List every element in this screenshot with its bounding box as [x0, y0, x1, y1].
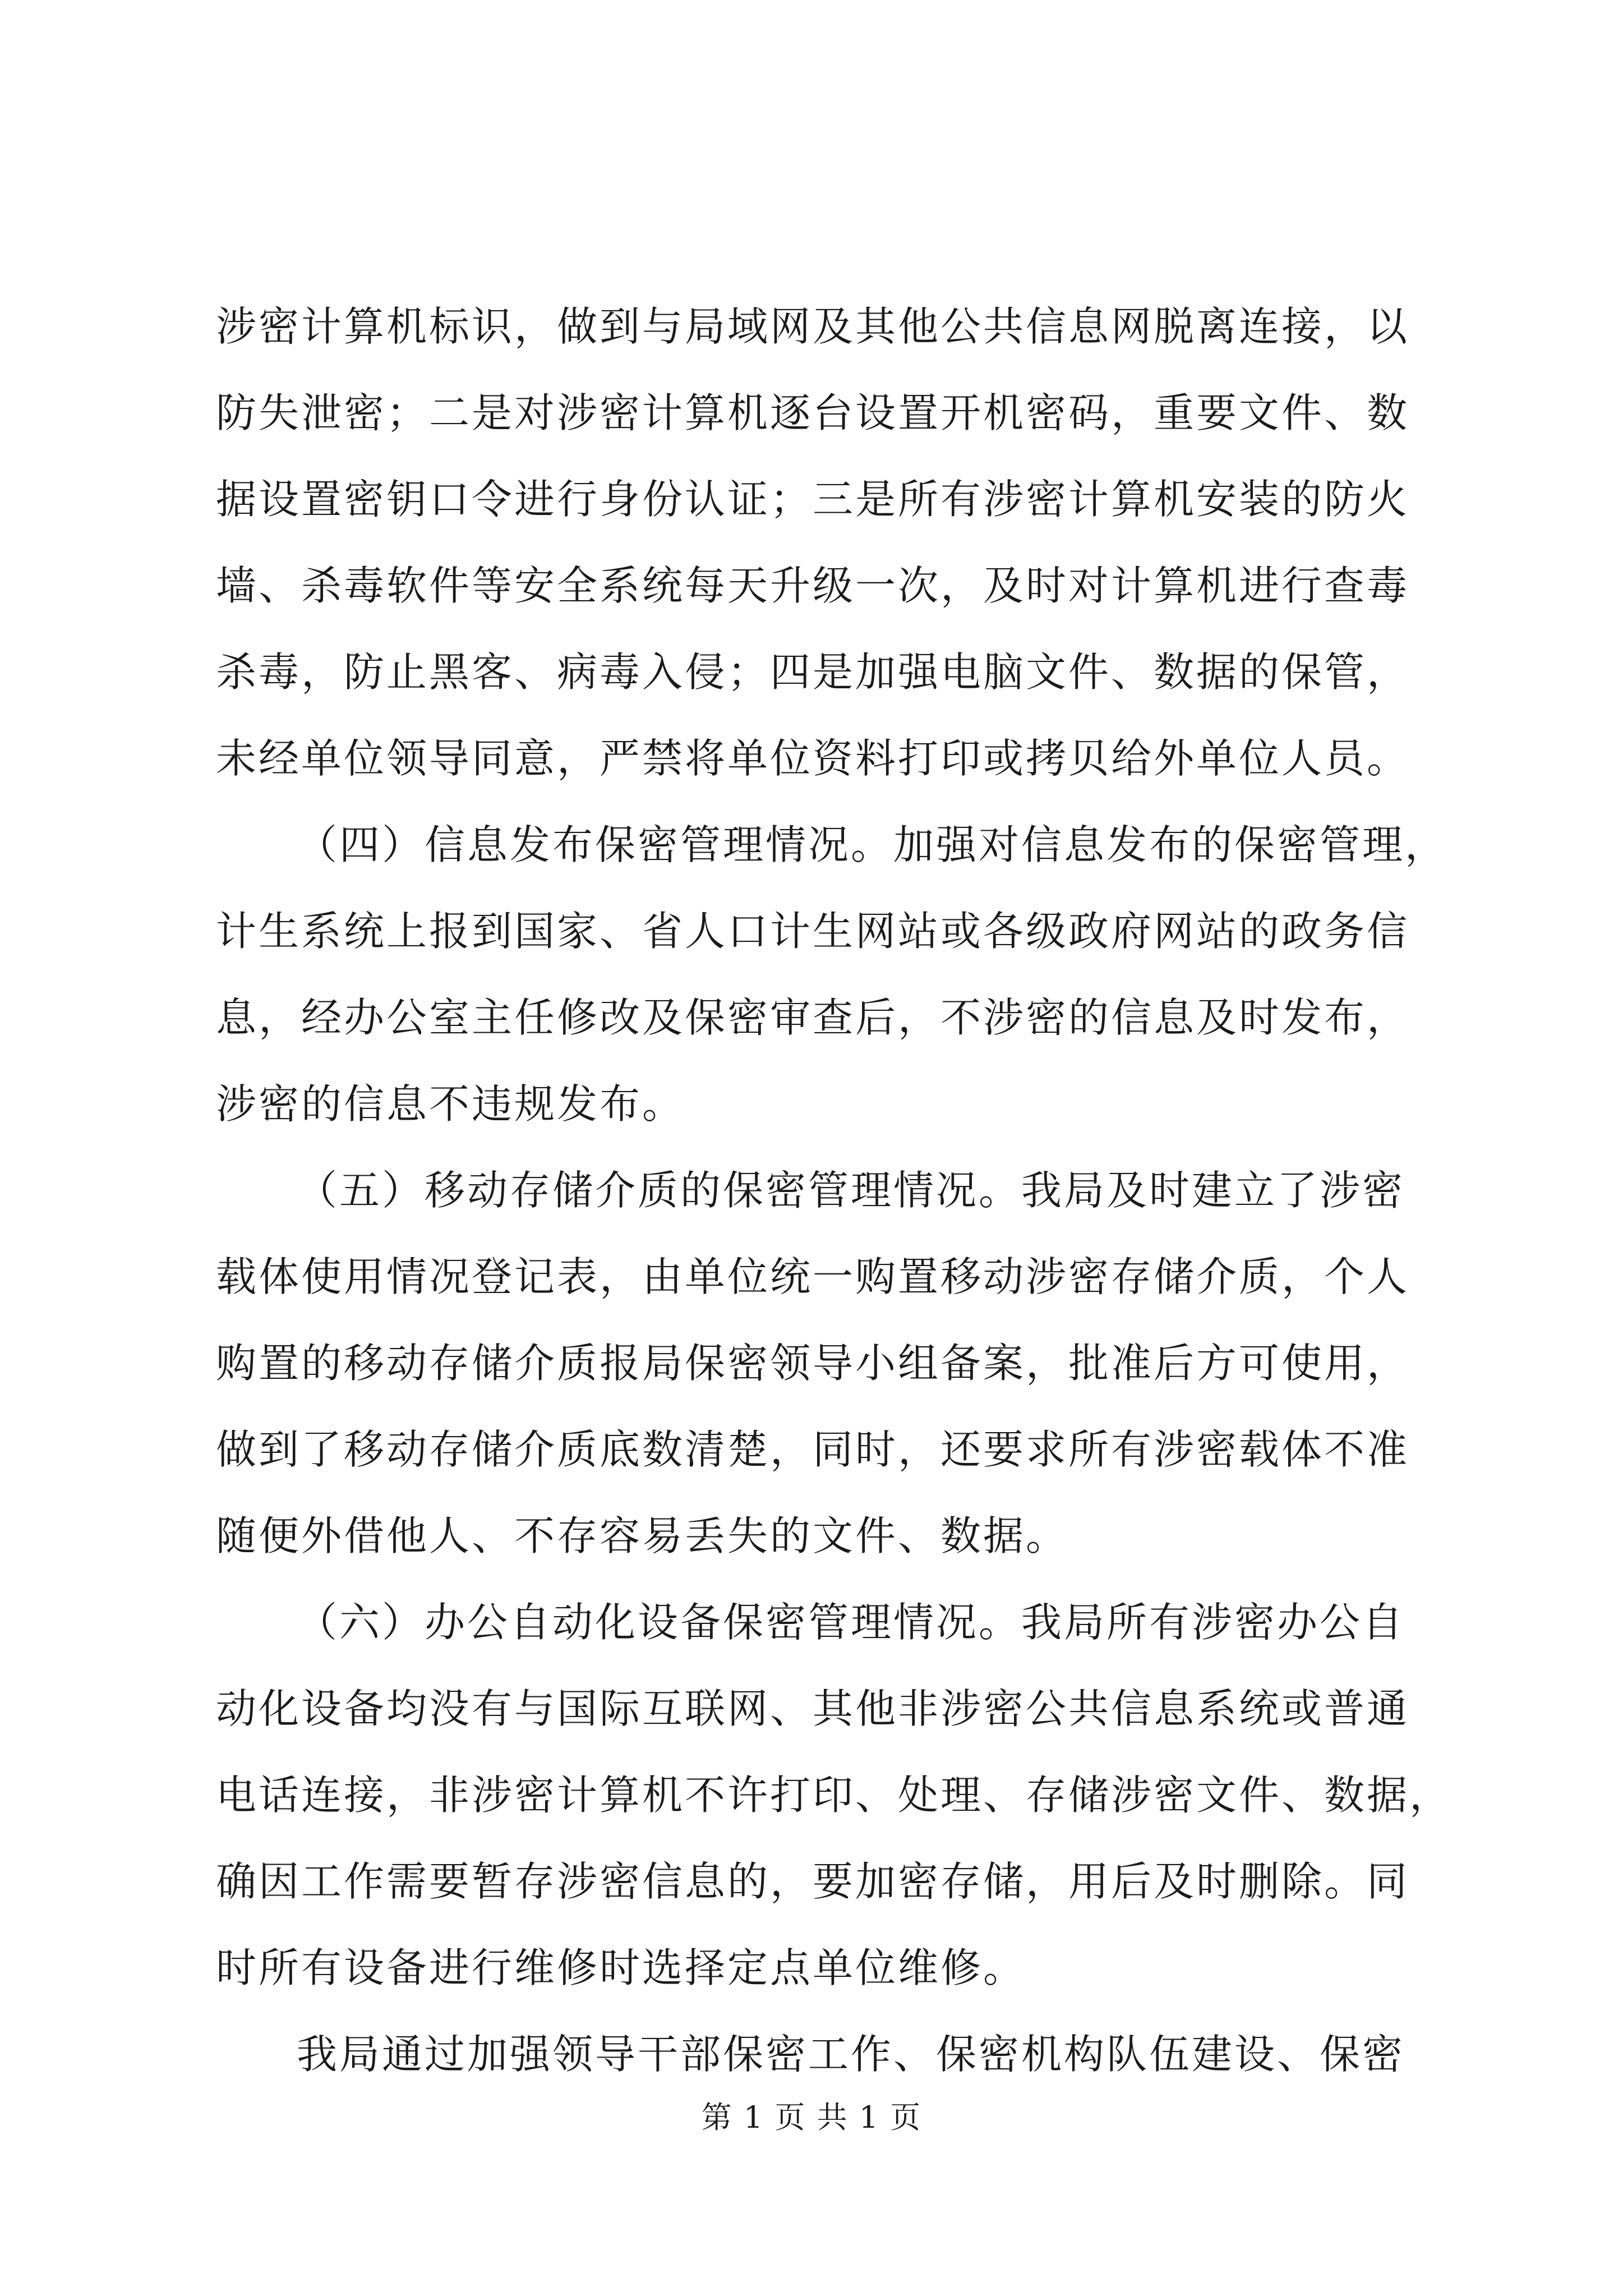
paragraph-1	[216, 283, 1416, 802]
paragraph-5	[216, 2011, 1416, 2097]
text-line: 动化设备均没有与国际互联网、其他非涉密公共信息系统或普通	[216, 1685, 1410, 1732]
text-line: （五）移动存储介质的保密管理情况。我局及时建立了涉密	[297, 1167, 1405, 1214]
text-line: 随便外借他人、不存容易丢失的文件、数据。	[216, 1512, 1069, 1559]
text-line: 确因工作需要暂存涉密信息的，要加密存储，用后及时删除。同	[216, 1858, 1410, 1905]
text-line: （六）办公自动化设备保密管理情况。我局所有涉密办公自	[297, 1599, 1405, 1646]
paragraph-4	[216, 1579, 1453, 2011]
text-line: 电话连接，非涉密计算机不许打印、处理、存储涉密文件、数据，	[216, 1772, 1453, 1819]
text-line: 涉密计算机标识，做到与局域网及其他公共信息网脱离连接，以	[216, 303, 1410, 350]
document-body	[216, 283, 1453, 2097]
text-line: 息，经办公室主任修改及保密审查后，不涉密的信息及时发布，	[216, 994, 1410, 1041]
text-line: 做到了移动存储介质底数清楚，同时，还要求所有涉密载体不准	[216, 1426, 1410, 1473]
text-line: 据设置密钥口令进行身份认证；三是所有涉密计算机安装的防火	[216, 476, 1410, 523]
text-line: 防失泄密；二是对涉密计算机逐台设置开机密码，重要文件、数	[216, 389, 1410, 436]
page-footer: 第 1 页 共 1 页	[701, 2100, 922, 2135]
text-line: 杀毒，防止黑客、病毒入侵；四是加强电脑文件、数据的保管，	[216, 648, 1410, 696]
text-line: 墙、杀毒软件等安全系统每天升级一次，及时对计算机进行查毒	[216, 562, 1410, 609]
text-line: （四）信息发布保密管理情况。加强对信息发布的保密管理，	[297, 821, 1448, 868]
text-line: 涉密的信息不违规发布。	[216, 1080, 685, 1128]
text-line: 计生系统上报到国家、省人口计生网站或各级政府网站的政务信	[216, 908, 1410, 955]
text-line: 购置的移动存储介质报局保密领导小组备案，批准后方可使用，	[216, 1340, 1410, 1387]
text-line: 载体使用情况登记表，由单位统一购置移动涉密存储介质，个人	[216, 1253, 1410, 1300]
text-line: 时所有设备进行维修时选择定点单位维修。	[216, 1944, 1026, 1991]
text-line: 未经单位领导同意，严禁将单位资料打印或拷贝给外单位人员。	[216, 735, 1410, 782]
paragraph-2	[216, 802, 1448, 1147]
paragraph-3	[216, 1147, 1416, 1579]
text-line: 我局通过加强领导干部保密工作、保密机构队伍建设、保密	[297, 2031, 1405, 2078]
